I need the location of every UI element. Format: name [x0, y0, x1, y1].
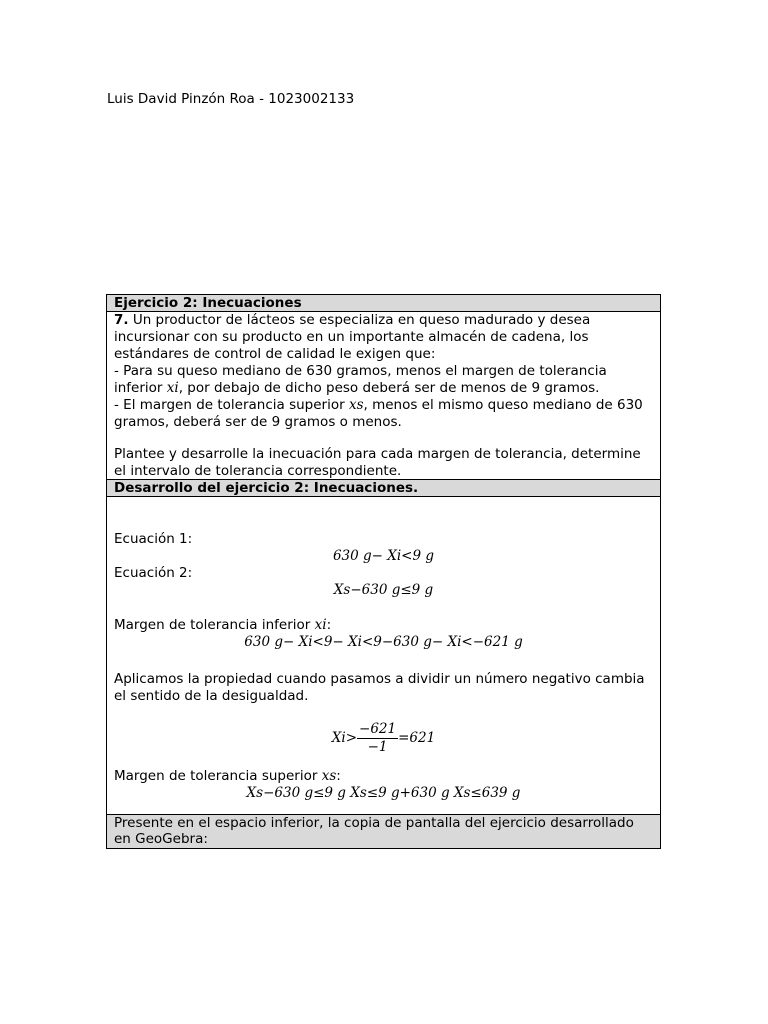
- eq1-label: Ecuación 1:: [114, 531, 193, 547]
- bullet1-text-b: , por debajo de dicho peso deberá ser de menos de 9 gramos.: [178, 380, 600, 396]
- upper-label-text: Margen de tolerancia superior: [114, 768, 322, 784]
- lower-variable: xi: [314, 617, 327, 633]
- geogebra-box: [106, 814, 661, 849]
- exercise-header: Ejercicio 2: Inecuaciones: [107, 295, 660, 311]
- eq1-expression: 630 g− Xi<9 g: [332, 548, 435, 564]
- development-header: Desarrollo del ejercicio 2: Inecuaciones.: [107, 480, 660, 496]
- statement-bullet-1: [114, 363, 653, 397]
- lower-margin-expression: 630 g− Xi<9− Xi<9−630 g− Xi<−621 g: [244, 634, 523, 650]
- upper-colon: :: [336, 768, 341, 784]
- bullet2-variable: xs: [348, 397, 364, 413]
- bullet1-text-a: - Para su queso mediano de 630 gramos, menos el margen de tolerancia inferior: [114, 363, 607, 396]
- development-body: [107, 496, 660, 814]
- property-text: Aplicamos la propiedad cuando pasamos a dividir un número negativo cambia el sentido de la desigualdad.: [114, 671, 645, 704]
- bullet2-text-a: - El margen de tolerancia superior: [114, 397, 349, 413]
- exercise-box: [106, 294, 661, 480]
- fraction-rhs: =621: [398, 730, 436, 746]
- bullet1-variable: xi: [166, 380, 179, 396]
- eq2-label: Ecuación 2:: [114, 565, 193, 581]
- exercise-number: 7.: [114, 312, 129, 328]
- statement-bullet-2: [114, 397, 653, 431]
- fraction-expression: [114, 721, 653, 756]
- author-line: Luis David Pinzón Roa - 1023002133: [107, 91, 355, 107]
- exercise-statement: [107, 311, 660, 480]
- lower-margin-label: [114, 617, 653, 634]
- statement-intro-text: Un productor de lácteos se especializa en queso madurado y desea incursionar con su producto en un importante almacén de cadena, los estándares de control de calidad le exigen que:: [114, 312, 591, 362]
- lower-label-text: Margen de tolerancia inferior: [114, 617, 315, 633]
- fraction-numerator: −621: [359, 721, 397, 737]
- bullet2-text-b: , menos el mismo queso mediano de 630 gramos, deberá ser de 9 gramos o menos.: [114, 397, 643, 430]
- development-box: [106, 479, 661, 815]
- upper-margin-expression: Xs−630 g≤9 g Xs≤9 g+630 g Xs≤639 g: [246, 785, 521, 801]
- fraction: [357, 721, 398, 756]
- eq2-expression: Xs−630 g≤9 g: [333, 582, 434, 598]
- fraction-denominator: −1: [367, 739, 388, 755]
- lower-colon: :: [326, 617, 332, 633]
- upper-margin-label: [114, 768, 653, 785]
- statement-intro: [114, 312, 653, 363]
- geogebra-prompt: Presente en el espacio inferior, la copia de pantalla del ejercicio desarrollado en GeoGebra:: [114, 815, 634, 847]
- fraction-lhs: Xi>: [331, 730, 358, 746]
- statement-task: Plantee y desarrolle la inecuación para cada margen de tolerancia, determine el intervalo de tolerancia correspondiente.: [114, 446, 641, 479]
- upper-variable: xs: [321, 768, 337, 784]
